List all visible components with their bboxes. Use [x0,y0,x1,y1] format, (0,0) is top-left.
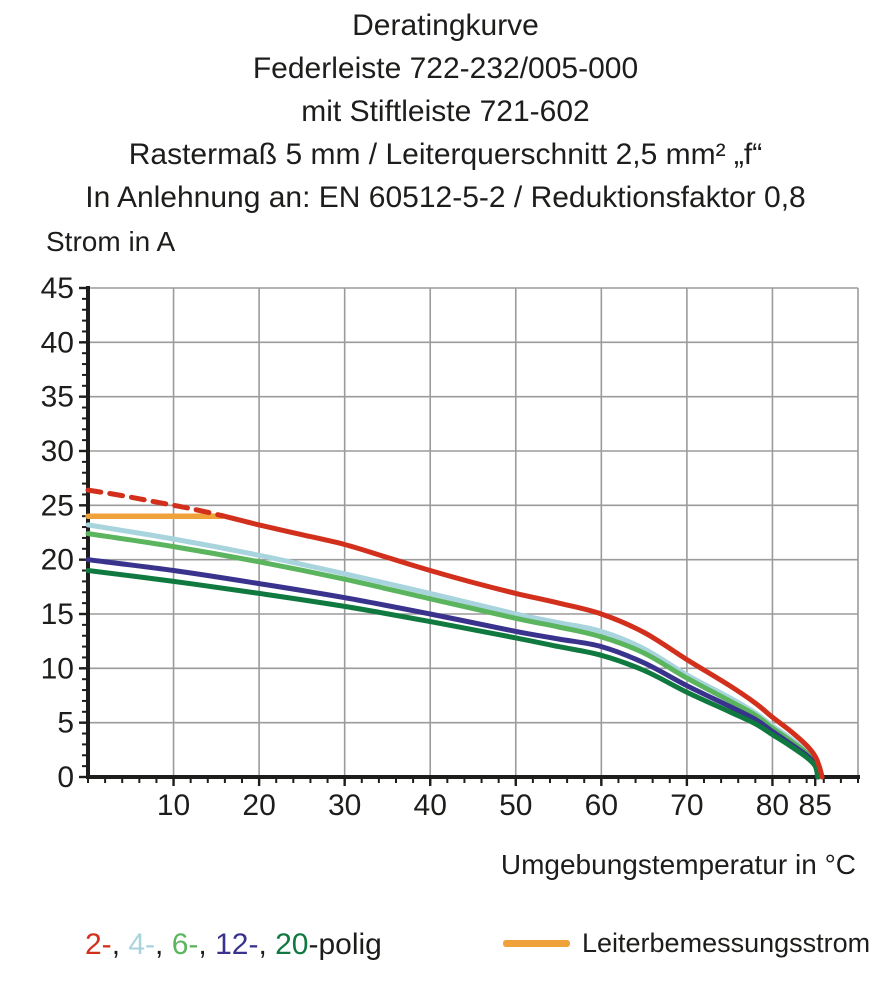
y-tick-label: 20 [40,543,74,577]
y-tick-label: 5 [57,706,74,740]
x-tick-label: 80 [755,789,790,822]
y-tick-label: 0 [57,761,74,794]
y-tick-label: 15 [40,598,74,631]
legend-pin-label: , [155,928,172,961]
x-tick-label: 40 [413,789,447,822]
y-tick-label: 45 [40,272,74,305]
legend-pin-label: 12- [215,928,259,961]
title-line-1: Deratingkurve [352,9,539,42]
x-tick-label: 70 [670,789,704,822]
legend-pin-label: 6- [171,928,199,961]
title-line-2: Federleiste 722-232/005-000 [252,52,639,85]
x-tick-label: 85 [798,789,832,822]
rated-current-label: Leiterbemessungsstrom [582,928,871,958]
legend-pin-label: , [198,928,216,961]
legend-pin-label: 4- [128,928,156,961]
x-tick-label: 10 [156,789,191,822]
x-axis-label: Umgebungstemperatur in °C [500,849,856,880]
y-tick-label: 25 [40,489,74,523]
title-line-4: Rastermaß 5 mm / Leiterquerschnitt 2,5 mm² „f“ [128,138,763,171]
legend-pin-label: , [258,928,276,961]
series-2-polig [222,516,822,777]
x-tick-label: 60 [584,789,619,822]
x-tick-label: 20 [242,789,276,822]
legend-pin-label: -polig [308,928,382,961]
x-tick-label: 30 [327,789,362,822]
title-line-3: mit Stiftleiste 721-602 [301,95,590,128]
series-6-polig [88,534,819,777]
legend-pin-label: 2- [85,928,112,961]
y-tick-label: 30 [40,435,74,468]
y-tick-label: 35 [40,380,74,414]
series-4-polig [88,525,819,777]
y-axis-label: Strom in A [46,226,176,257]
legend-rated-current [503,928,870,959]
series-2-polig-oberhalb-leiterbemessungsstrom- [88,490,222,516]
x-tick-label: 50 [499,789,533,822]
rated-current-line-swatch [503,940,570,947]
legend-pin-counts [85,928,382,962]
title-line-5: In Anlehnung an: EN 60512-5-2 / Reduktionsfaktor 0,8 [85,181,806,214]
y-tick-label: 40 [40,326,74,360]
legend-pin-label: , [111,928,129,961]
y-tick-label: 10 [40,652,74,686]
legend-pin-label: 20 [275,928,309,961]
